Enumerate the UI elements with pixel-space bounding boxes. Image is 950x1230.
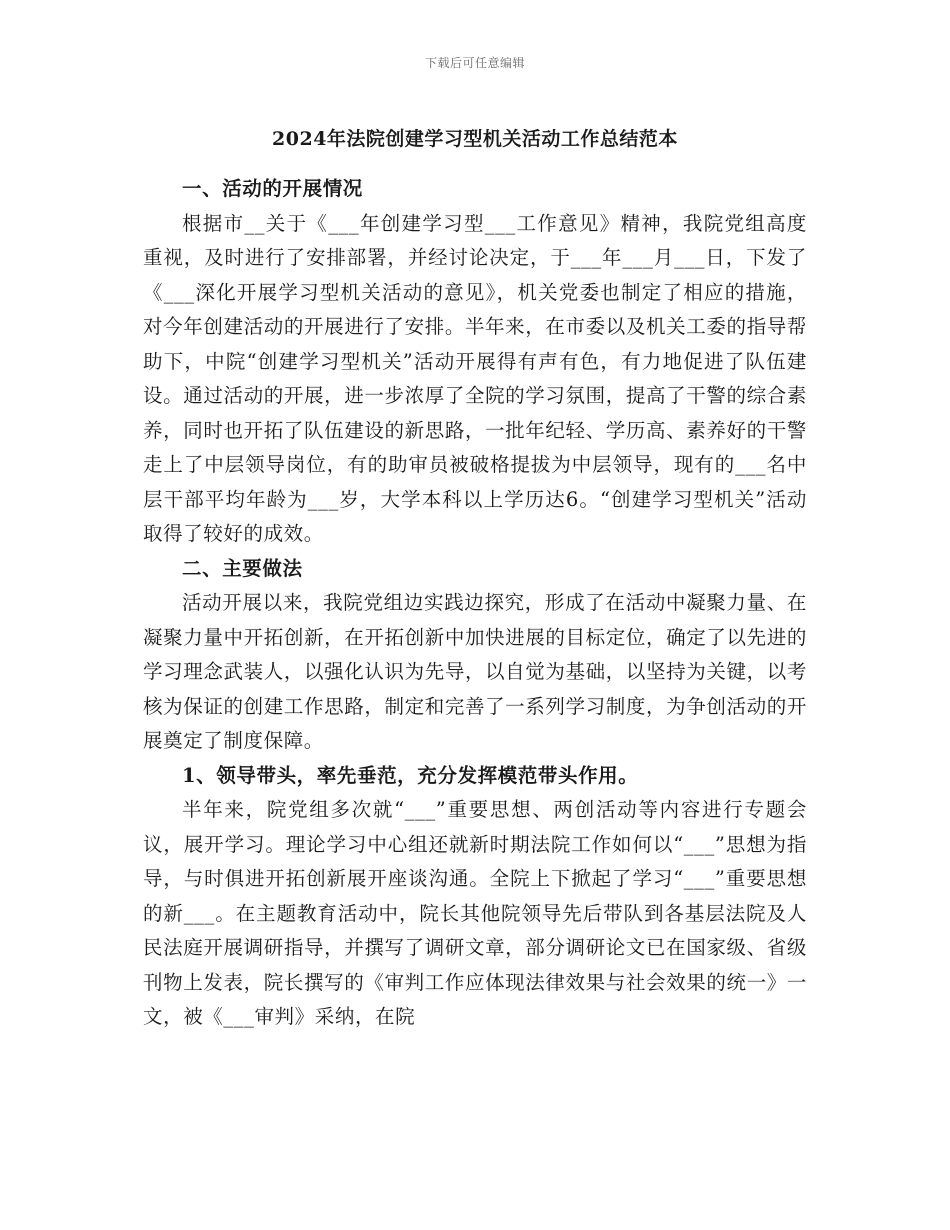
document-title: 2024年法院创建学习型机关活动工作总结范本 [272, 128, 678, 150]
section-heading-2: 二、主要做法 [182, 556, 303, 580]
page-header-note: 下载后可任意编辑 [424, 56, 525, 70]
section-heading-1: 一、活动的开展情况 [182, 177, 363, 200]
paragraph-2: 活动开展以来，我院党组边实践边探究，形成了在活动中凝聚力量、在凝聚力量中开拓创新，在开拓创新中加快进展的目标定位，确定了以先进的学习理念武装人，以强化认识为先导，以自觉为基础，以坚持为关键，以考核为保证的创建工作思路，制定和完善了一系列学习制度，为争创活动的开展奠定了制度保障。 [143, 591, 807, 752]
paragraph-3: 半年来，院党组多次就“___”重要思想、两创活动等内容进行专题会议，展开学习。理论学习中心组还就新时期法院工作如何以“___”思想为指导，与时俱进开拓创新展开座谈沟通。全院上下掀起了学习“___”重要思想的新___。在主题教育活动中，院长其他院领导先后带队到各基层法院及人民法庭开展调研指导，并撰写了调研文章，部分调研论文已在国家级、省级刊物上发表，院长撰写的《审判工作应体现法律效果与社会效果的统一》一文，被《___审判》采纳，在院 [143, 798, 807, 1028]
document-body [143, 172, 807, 1035]
subsection-heading-1: 1、领导带头，率先垂范，充分发挥模范带头作用。 [182, 763, 639, 787]
paragraph-1: 根据市__关于《___年创建学习型___工作意见》精神，我院党组高度重视，及时进行了安排部署，并经讨论决定，于___年___月___日，下发了《___深化开展学习型机关活动的意见》，机关党委也制定了相应的措施，对今年创建活动的开展进行了安排。半年来，在市委以及机关工委的指导帮助下，中院“创建学习型机关”活动开展得有声有色，有力地促进了队伍建设。通过活动的开展，进一步浓厚了全院的学习氛围，提高了干警的综合素养，同时也开拓了队伍建设的新思路，一批年纪轻、学历高、素养好的干警走上了中层领导岗位，有的助审员被破格提拔为中层领导，现有的___名中层干部平均年龄为___岁，大学本科以上学历达6。“创建学习型机关”活动取得了较好的成效。 [143, 211, 807, 545]
